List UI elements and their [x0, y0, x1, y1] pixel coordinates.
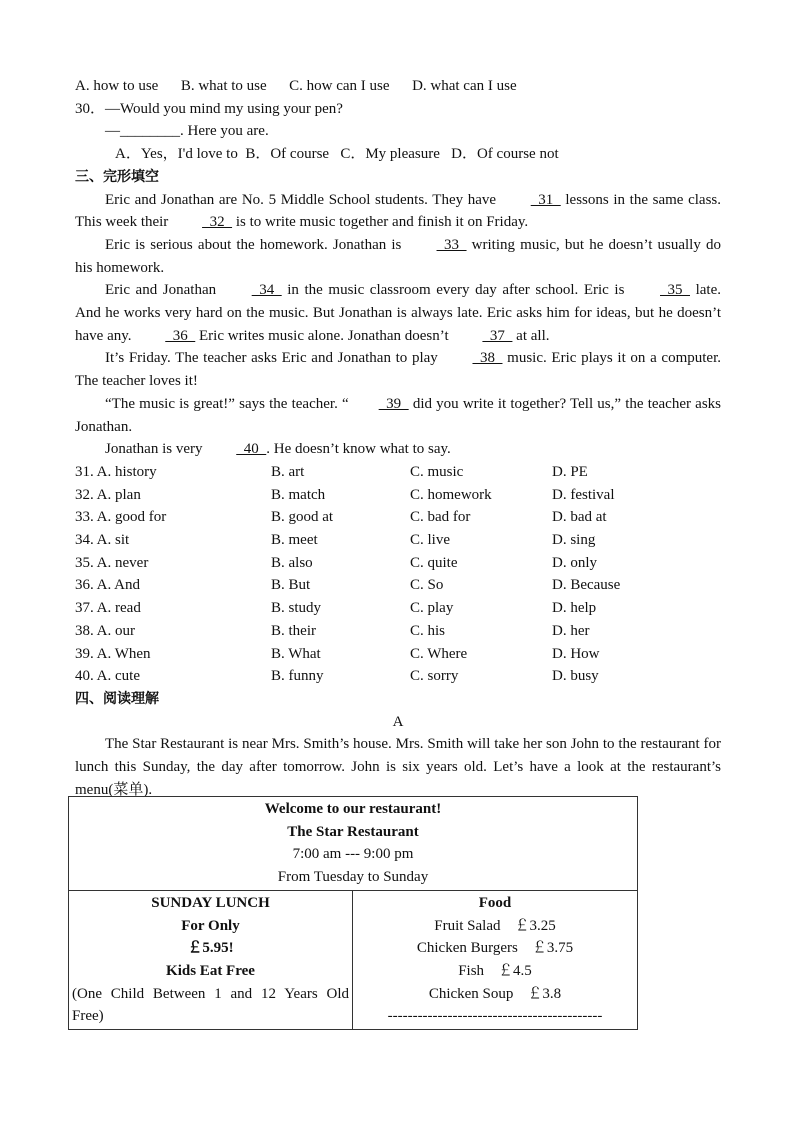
option: C. live [410, 532, 450, 549]
cloze-paragraph [75, 279, 721, 347]
cloze-paragraph [75, 234, 721, 279]
option: A. how to use [75, 78, 159, 94]
blank-39: 39 [378, 395, 409, 412]
menu-table [68, 796, 638, 1030]
text: late. And he works very hard on the music. But Jonathan is always late. Eric asks him for ideas, but he doesn’t have any. [75, 282, 721, 344]
menu-hours: 7:00 am --- 9:00 pm [292, 846, 414, 863]
option: C. bad for [410, 509, 471, 526]
option-row [75, 597, 721, 620]
food-item [356, 915, 634, 938]
food-name: Chicken Soup [428, 985, 514, 1002]
food-item [356, 983, 634, 1006]
option: D. what can I use [412, 78, 517, 94]
q30-answer-line: —________. Here you are. [105, 123, 269, 140]
cloze-paragraph [75, 438, 721, 461]
text: did you write it together? Tell us,” the teacher asks Jonathan. [75, 395, 721, 435]
lunch-cell [69, 890, 353, 1029]
option-row [75, 620, 721, 643]
option: 37. A. read [75, 600, 141, 617]
option: C. Where [410, 645, 468, 662]
option-row [75, 484, 721, 507]
food-dashes: ------------------------------------------- [387, 1008, 603, 1025]
option: B. what to use [180, 78, 267, 94]
option: B. But [271, 577, 311, 594]
option-row [75, 461, 721, 484]
kids-eat-free: Kids Eat Free [166, 962, 255, 979]
option: D. busy [552, 668, 599, 685]
option: 35. A. never [75, 554, 149, 571]
option-row [75, 552, 721, 575]
text: at all. [512, 327, 550, 344]
cloze-paragraph [75, 189, 721, 234]
passage-text: The Star Restaurant is near Mrs. Smith’s house. Mrs. Smith will take her son John to the restaurant for lunch this Sunday, the day after tomorrow. John is six years old. Let’s have a look at the restaurant’s menu(菜单). [75, 736, 721, 798]
option: C. play [410, 600, 454, 617]
option: C. So [410, 577, 444, 594]
for-only: For Only [181, 917, 240, 934]
text: is to write music together and finish it on Friday. [232, 214, 529, 231]
food-item [356, 937, 634, 960]
option: D. her [552, 622, 590, 639]
option-row [75, 506, 721, 529]
blank-40: 40 [236, 441, 267, 458]
blank-35: 35 [660, 282, 690, 299]
option: B. also [271, 554, 313, 571]
text: . He doesn’t know what to say. [266, 441, 451, 458]
blank-32: 32 [202, 214, 233, 231]
option: B. study [271, 600, 322, 617]
text: “The music is great!” says the teacher. “ [105, 395, 349, 412]
food-price: ￡4.5 [498, 962, 532, 979]
option: D. Because [552, 577, 621, 594]
option: D. PE [552, 463, 588, 480]
option: 32. A. plan [75, 486, 141, 503]
option: B. What [271, 645, 321, 662]
menu-days: From Tuesday to Sunday [277, 869, 429, 886]
food-price: ￡3.8 [527, 985, 562, 1002]
food-item [356, 960, 634, 983]
blank-38: 38 [472, 350, 503, 367]
text: Eric and Jonathan [105, 282, 222, 299]
text: in the music classroom every day after school. Eric is [281, 282, 630, 299]
section-title: 四、阅读理解 [75, 690, 159, 707]
text: music. Eric plays it on a computer. The teacher loves it! [75, 350, 721, 390]
text: Jonathan is very [105, 441, 207, 458]
option: D. sing [552, 532, 596, 549]
option: B. meet [271, 532, 318, 549]
option: C. quite [410, 554, 458, 571]
kids-note: (One Child Between 1 and 12 Years Old Free) [72, 985, 349, 1025]
passage-label: A [392, 713, 404, 730]
option: D. How [552, 645, 600, 662]
option: C. his [410, 622, 446, 639]
option: 39. A. When [75, 645, 151, 662]
option: C. sorry [410, 668, 459, 685]
option: B. funny [271, 668, 324, 685]
option-row [75, 529, 721, 552]
food-name: Fruit Salad [434, 917, 501, 934]
menu-header [69, 797, 638, 891]
option: B. art [271, 463, 305, 480]
food-price: ￡3.75 [531, 940, 574, 957]
q29-options [75, 75, 721, 98]
option: 36. A. And [75, 577, 141, 594]
option: D. help [552, 600, 597, 617]
option: B. their [271, 622, 316, 639]
text: It’s Friday. The teacher asks Eric and Jonathan to play [105, 350, 443, 367]
option-row [75, 665, 721, 688]
q30-question: 30．—Would you mind my using your pen? [75, 100, 343, 117]
cloze-options [75, 461, 721, 688]
menu-welcome: Welcome to our restaurant! [264, 801, 442, 817]
text: Eric writes music alone. Jonathan doesn’t [195, 327, 453, 344]
lunch-title: SUNDAY LUNCH [151, 894, 270, 911]
option: C. music [410, 463, 464, 480]
option-row [75, 574, 721, 597]
blank-31: 31 [530, 191, 561, 208]
lunch-price: ￡5.95! [187, 940, 234, 957]
q30-options: A．Yes，I'd love to B．Of course C．My pleasure D．Of course not [115, 146, 559, 163]
option: C. how can I use [289, 78, 390, 94]
blank-37: 37 [482, 327, 513, 344]
exam-content [75, 75, 721, 802]
food-cell [353, 890, 638, 1029]
section-title: 三、完形填空 [75, 168, 159, 185]
option: C. homework [410, 486, 492, 503]
option: 40. A. cute [75, 668, 140, 685]
option: D. only [552, 554, 597, 571]
option-row [75, 643, 721, 666]
food-list [356, 915, 634, 1006]
food-name: Fish [458, 962, 485, 979]
food-name: Chicken Burgers [416, 940, 518, 957]
option: B. match [271, 486, 326, 503]
text: Eric and Jonathan are No. 5 Middle School students. They have [105, 191, 501, 208]
text: Eric is serious about the homework. Jonathan is [105, 236, 407, 253]
option: 38. A. our [75, 622, 135, 639]
food-title: Food [478, 894, 512, 911]
option: 34. A. sit [75, 532, 130, 549]
blank-36: 36 [165, 327, 196, 344]
cloze-paragraph [75, 347, 721, 392]
cloze-paragraph [75, 393, 721, 438]
option: 33. A. good for [75, 509, 167, 526]
option: D. bad at [552, 509, 607, 526]
option: D. festival [552, 486, 615, 503]
blank-34: 34 [251, 282, 282, 299]
option: 31. A. history [75, 463, 157, 480]
option: B. good at [271, 509, 334, 526]
text: writing music, but he doesn’t usually do his homework. [75, 236, 721, 276]
food-price: ￡3.25 [514, 917, 556, 934]
text: lessons in the same class. This week their [75, 191, 721, 231]
blank-33: 33 [436, 236, 467, 253]
menu-name: The Star Restaurant [287, 823, 419, 840]
